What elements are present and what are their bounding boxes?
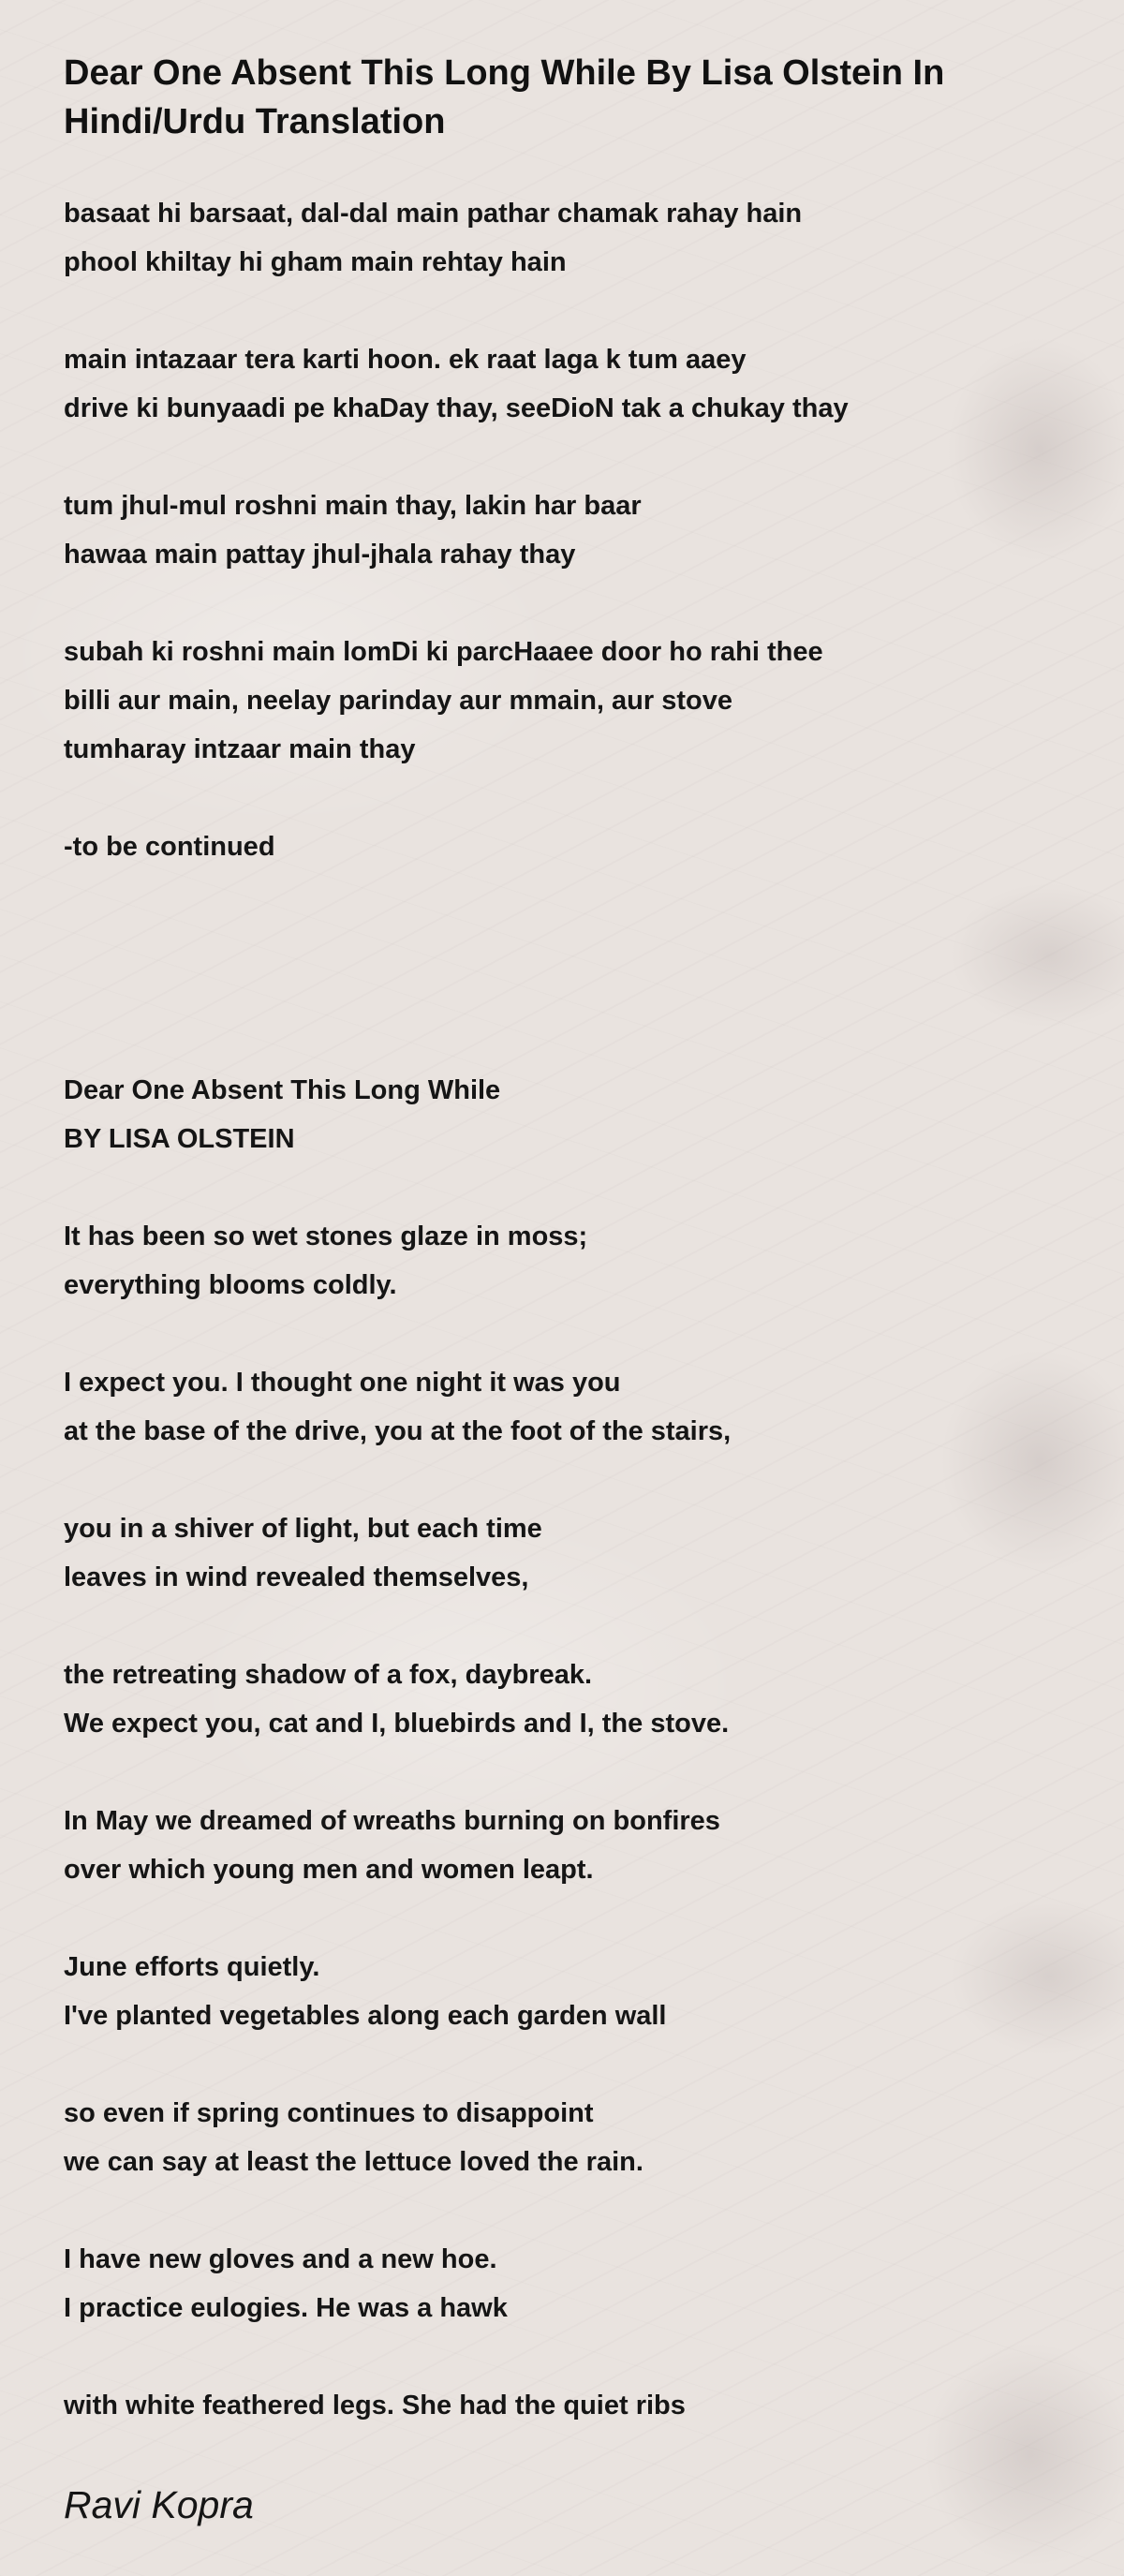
poem-line: so even if spring continues to disappoint bbox=[64, 2098, 594, 2128]
poem-line: hawaa main pattay jhul-jhala rahay thay bbox=[64, 540, 576, 570]
poem-line: Dear One Absent This Long While bbox=[64, 1075, 501, 1105]
poem-line: drive ki bunyaadi pe khaDay thay, seeDioN tak a chukay thay bbox=[64, 393, 849, 423]
poem-line: subah ki roshni main lomDi ki parcHaaee door ho rahi thee bbox=[64, 637, 823, 667]
poem-line: We expect you, cat and I, bluebirds and I, the stove. bbox=[64, 1709, 730, 1739]
stanza-break bbox=[64, 2186, 1057, 2235]
poem-author: Ravi Kopra bbox=[64, 2483, 254, 2526]
stanza-break bbox=[64, 287, 1057, 335]
stanza-break bbox=[64, 871, 1057, 920]
stanza-break bbox=[64, 2332, 1057, 2381]
poem-line: basaat hi barsaat, dal-dal main pathar chamak rahay hain bbox=[64, 199, 803, 229]
poem-line: June efforts quietly. bbox=[64, 1952, 320, 1982]
stanza-break bbox=[64, 1602, 1057, 1651]
poem-line: -to be continued bbox=[64, 832, 275, 862]
poem-line: I expect you. I thought one night it was you bbox=[64, 1368, 621, 1398]
poem-line: main intazaar tera karti hoon. ek raat laga k tum aaey bbox=[64, 345, 747, 375]
poem-line: leaves in wind revealed themselves, bbox=[64, 1562, 529, 1592]
stanza-break bbox=[64, 969, 1057, 1017]
stanza-break bbox=[64, 1894, 1057, 1943]
poem-body bbox=[64, 189, 1057, 2430]
poem-line: with white feathered legs. She had the quiet ribs bbox=[64, 2391, 686, 2421]
poem-line: It has been so wet stones glaze in moss; bbox=[64, 1221, 588, 1251]
stanza-break bbox=[64, 920, 1057, 969]
poem-line: In May we dreamed of wreaths burning on bonfires bbox=[64, 1806, 720, 1836]
stanza-break bbox=[64, 774, 1057, 822]
stanza-break bbox=[64, 2040, 1057, 2089]
poem-title: Dear One Absent This Long While By Lisa Olstein In Hindi/Urdu Translation bbox=[64, 53, 945, 141]
poem-line: I've planted vegetables along each garden wall bbox=[64, 2001, 667, 2031]
poem-line: we can say at least the lettuce loved the rain. bbox=[64, 2147, 643, 2177]
poem-line: everything blooms coldly. bbox=[64, 1270, 397, 1300]
stanza-break bbox=[64, 579, 1057, 628]
poem-line: I practice eulogies. He was a hawk bbox=[64, 2293, 508, 2323]
poem-line: BY LISA OLSTEIN bbox=[64, 1124, 295, 1154]
poem-line: billi aur main, neelay parinday aur mmain, aur stove bbox=[64, 686, 732, 716]
stanza-break bbox=[64, 1456, 1057, 1504]
poem-line: you in a shiver of light, but each time bbox=[64, 1514, 542, 1544]
stanza-break bbox=[64, 1748, 1057, 1797]
poem-line: phool khiltay hi gham main rehtay hain bbox=[64, 247, 567, 277]
stanza-break bbox=[64, 1017, 1057, 1066]
poem-line: tum jhul-mul roshni main thay, lakin har baar bbox=[64, 491, 642, 521]
poem-line: I have new gloves and a new hoe. bbox=[64, 2244, 497, 2274]
stanza-break bbox=[64, 1163, 1057, 1212]
poem-line: at the base of the drive, you at the foot of the stairs, bbox=[64, 1416, 732, 1446]
poem-line: tumharay intzaar main thay bbox=[64, 734, 416, 764]
stanza-break bbox=[64, 433, 1057, 481]
poem-line: over which young men and women leapt. bbox=[64, 1855, 594, 1885]
stanza-break bbox=[64, 1310, 1057, 1358]
poem-line: the retreating shadow of a fox, daybreak. bbox=[64, 1660, 593, 1690]
